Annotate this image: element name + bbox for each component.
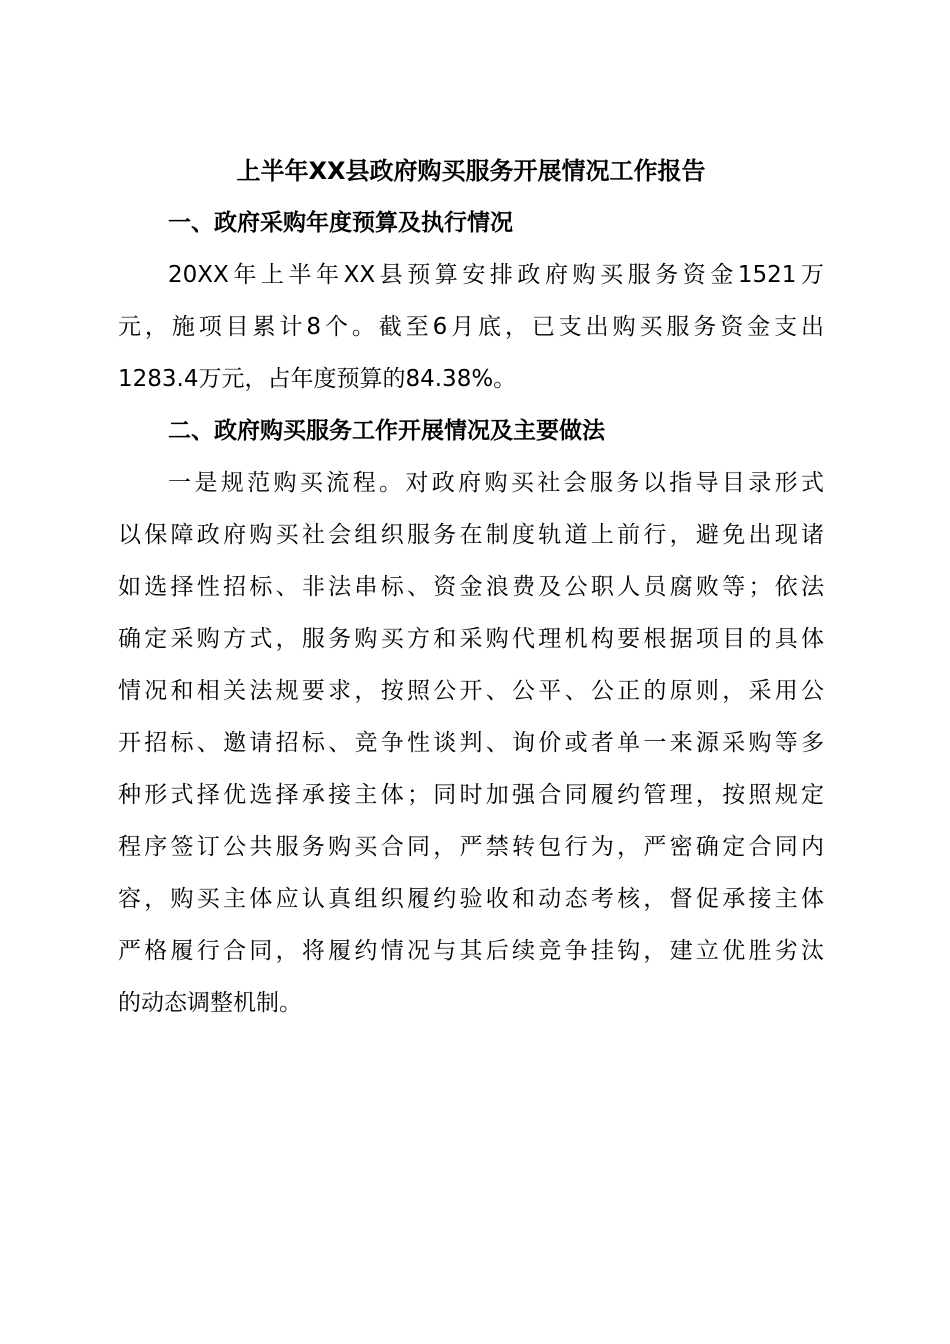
paragraph-line: 严格履行合同，将履约情况与其后续竞争挂钩，建立优胜劣汰 — [118, 938, 824, 964]
paragraph-procurement-process — [118, 457, 824, 1029]
paragraph-line: 1283.4万元，占年度预算的84.38%。 — [118, 366, 517, 392]
paragraph-line: 开招标、邀请招标、竞争性谈判、询价或者单一来源采购等多 — [118, 730, 824, 756]
section-heading-budget: 一、政府采购年度预算及执行情况 — [168, 210, 513, 236]
paragraph-line: 20XX年上半年XX县预算安排政府购买服务资金1521万 — [168, 262, 824, 288]
document-body — [118, 145, 824, 1029]
paragraph-line: 一是规范购买流程。对政府购买社会服务以指导目录形式 — [168, 470, 824, 496]
paragraph-budget-execution — [118, 249, 824, 405]
paragraph-line: 程序签订公共服务购买合同，严禁转包行为，严密确定合同内 — [118, 834, 824, 860]
paragraph-line: 以保障政府购买社会组织服务在制度轨道上前行，避免出现诸 — [118, 522, 824, 548]
paragraph-line: 如选择性招标、非法串标、资金浪费及公职人员腐败等；依法 — [118, 574, 824, 600]
paragraph-line: 元，施项目累计8个。截至6月底，已支出购买服务资金支出 — [118, 314, 824, 340]
paragraph-line: 确定采购方式，服务购买方和采购代理机构要根据项目的具体 — [118, 626, 824, 652]
paragraph-line: 情况和相关法规要求，按照公开、公平、公正的原则，采用公 — [118, 678, 824, 704]
document-title: 上半年XX县政府购买服务开展情况工作报告 — [236, 157, 706, 185]
paragraph-line: 种形式择优选择承接主体；同时加强合同履约管理，按照规定 — [118, 782, 824, 808]
paragraph-line: 容，购买主体应认真组织履约验收和动态考核，督促承接主体 — [118, 886, 824, 912]
paragraph-line: 的动态调整机制。 — [118, 990, 302, 1016]
section-heading-practices: 二、政府购买服务工作开展情况及主要做法 — [168, 418, 605, 444]
